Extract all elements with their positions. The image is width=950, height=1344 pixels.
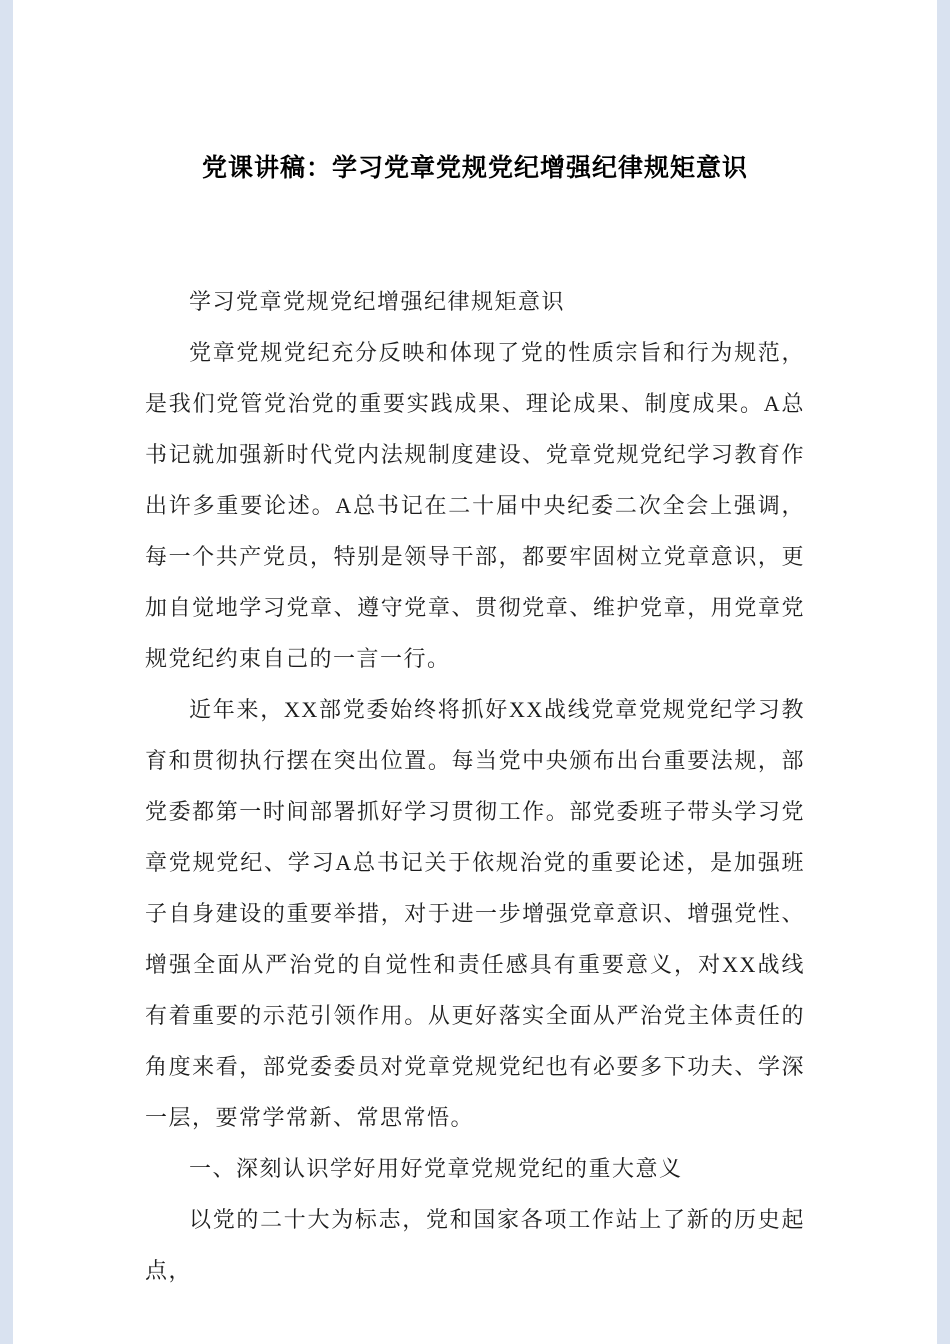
paragraph-subtitle: 学习党章党规党纪增强纪律规矩意识 [189,289,566,314]
document-content [145,150,805,1296]
paragraph-body-1: 党章党规党纪充分反映和体现了党的性质宗旨和行为规范，是我们党管党治党的重要实践成果、理论成果、制度成果。A总书记就加强新时代党内法规制度建设、党章党规党纪学习教育作出许多重要论述。A总书记在二十届中央纪委二次全会上强调，每一个共产党员，特别是领导干部，都要牢固树立党章意识，更加自觉地学习党章、遵守党章、贯彻党章、维护党章，用党章党规党纪约束自己的一言一行。 [145,340,805,671]
page-left-margin-strip [0,0,13,1344]
paragraph-body-2: 近年来，XX部党委始终将抓好XX战线党章党规党纪学习教育和贯彻执行摆在突出位置。每当党中央颁布出台重要法规，部党委都第一时间部署抓好学习贯彻工作。部党委班子带头学习党章党规党纪、学习A总书记关于依规治党的重要论述，是加强班子自身建设的重要举措，对于进一步增强党章意识、增强党性、增强全面从严治党的自觉性和责任感具有重要意义，对XX战线有着重要的示范引领作用。从更好落实全面从严治党主体责任的角度来看，部党委委员对党章党规党纪也有必要多下功夫、学深一层，要常学常新、常思常悟。 [145,697,805,1130]
page-right-margin-strip [937,0,950,1344]
document-title: 党课讲稿：学习党章党规党纪增强纪律规矩意识 [201,155,748,182]
section-heading-1: 一、深刻认识学好用好党章党规党纪的重大意义 [189,1156,683,1181]
paragraph-body-3: 以党的二十大为标志，党和国家各项工作站上了新的历史起点， [145,1207,805,1283]
